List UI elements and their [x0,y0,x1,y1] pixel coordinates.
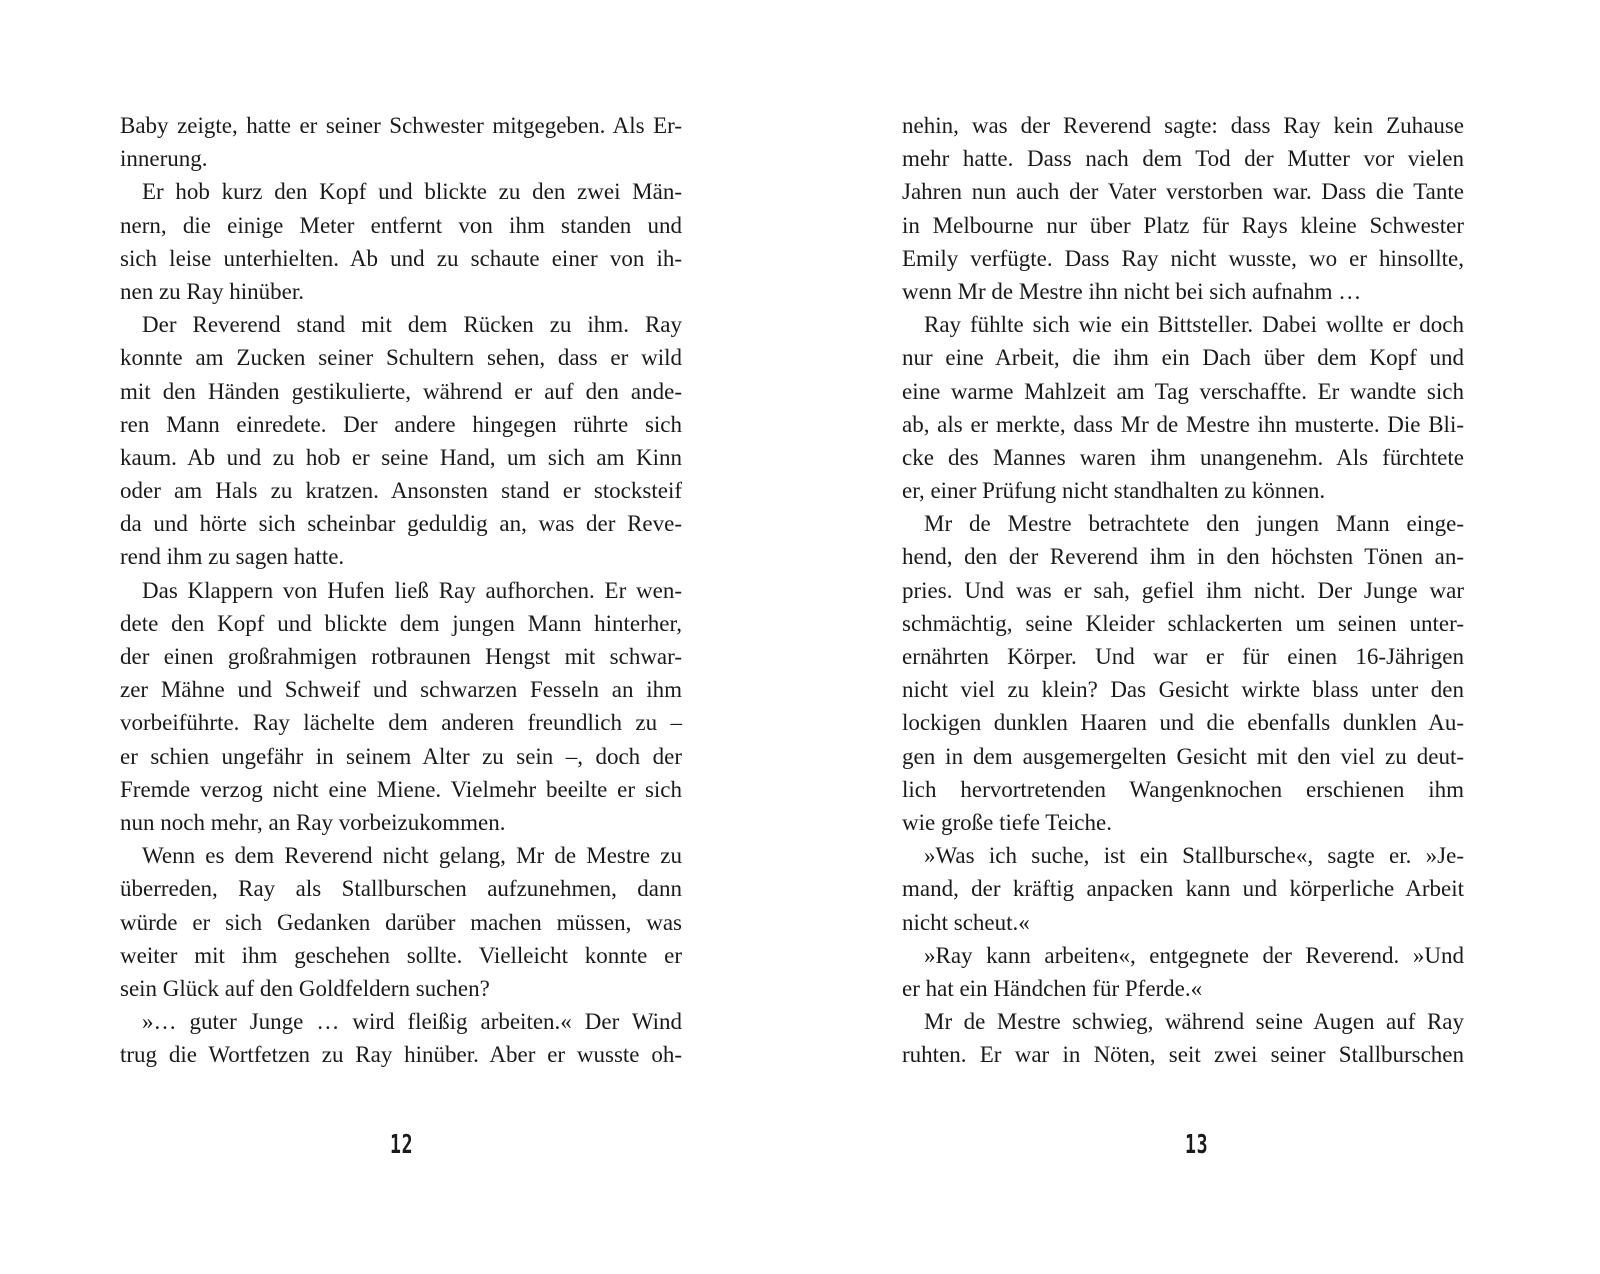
text-line: schmächtig, seine Kleider schlackerten um seinen unter- [902,610,1464,636]
text-line: der einen großrahmigen rotbraunen Hengst mit schwar- [120,644,682,669]
text-line: zer Mähne und Schweif und schwarzen Fesseln an ihm [120,677,682,703]
text-line: rend ihm zu sagen hatte. [120,544,345,570]
text-line: wenn Mr de Mestre ihn nicht bei sich aufnahm … [902,278,1362,304]
text-line: in Melbourne nur über Platz für Rays kleine Schwester [902,212,1464,238]
text-line: Emily verfügte. Dass Ray nicht wusste, wo er hinsollte, [902,245,1464,271]
text-line: lockigen dunklen Haaren und die ebenfalls dunklen Au- [902,710,1464,736]
text-line: nern, die einige Meter entfernt von ihm standen und [120,212,682,238]
text-line: er hat ein Händchen für Pferde.« [902,975,1203,1001]
text-line: »… guter Junge … wird fleißig arbeiten.« Der Wind [142,1009,682,1035]
text-line: innerung. [120,146,208,172]
page-number-right: 13 [1184,1130,1209,1160]
text-line: ren Mann einredete. Der andere hingegen rührte sich [120,411,682,437]
right-page [800,0,1600,1274]
text-line: Das Klappern von Hufen ließ Ray aufhorchen. Er wen- [142,577,682,603]
text-line: Baby zeigte, hatte er seiner Schwester mitgegeben. Als Er- [120,113,682,138]
text-line: nicht scheut.« [902,909,1030,935]
text-line: ab, als er merkte, dass Mr de Mestre ihn musterte. Die Bli- [902,411,1464,437]
text-line: gen in dem ausgemergelten Gesicht mit den viel zu deut- [902,743,1464,769]
text-line: nicht viel zu klein? Das Gesicht wirkte blass unter den [902,677,1464,703]
text-line: da und hörte sich scheinbar geduldig an, was der Reve- [120,511,682,537]
text-line: kaum. Ab und zu hob er seine Hand, um sich am Kinn [120,444,682,470]
text-line: Ray fühlte sich wie ein Bittsteller. Dabei wollte er doch [924,312,1464,338]
text-line: nehin, was der Reverend sagte: dass Ray kein Zuhause [902,113,1464,138]
text-line: würde er sich Gedanken darüber machen müssen, was [120,909,682,935]
text-line: Mr de Mestre betrachtete den jungen Mann einge- [924,511,1464,537]
text-line: mit den Händen gestikulierte, während er auf den ande- [120,378,682,404]
text-line: mehr hatte. Dass nach dem Tod der Mutter vor vielen [902,146,1464,172]
text-line: Mr de Mestre schwieg, während seine Augen auf Ray [924,1009,1464,1035]
page-number-left: 12 [389,1130,414,1160]
left-page-text [120,109,682,1071]
text-line: nen zu Ray hinüber. [120,278,304,304]
text-line: ernährten Körper. Und war er für einen 16-Jährigen [902,644,1464,669]
text-line: pries. Und was er sah, gefiel ihm nicht. Der Junge war [902,577,1464,603]
text-line: nur eine Arbeit, die ihm ein Dach über dem Kopf und [902,345,1464,371]
text-line: sein Glück auf den Goldfeldern suchen? [120,975,490,1001]
text-line: mand, der kräftig anpacken kann und körperliche Arbeit [902,876,1464,902]
text-line: ruhten. Er war in Nöten, seit zwei seiner Stallburschen [902,1042,1464,1068]
text-line: nun noch mehr, an Ray vorbeizukommen. [120,809,506,835]
text-line: »Was ich suche, ist ein Stallbursche«, sagte er. »Je- [924,843,1464,869]
text-line: er schien ungefähr in seinem Alter zu sein –, doch der [120,743,682,769]
text-line: vorbeiführte. Ray lächelte dem anderen freundlich zu – [120,710,682,736]
text-line: lich hervortretenden Wangenknochen erschienen ihm [902,776,1464,802]
text-line: oder am Hals zu kratzen. Ansonsten stand er stocksteif [120,478,682,504]
text-line: weiter mit ihm geschehen sollte. Vielleicht konnte er [120,942,682,968]
text-line: sich leise unterhielten. Ab und zu schaute einer von ih- [120,245,682,271]
text-line: konnte am Zucken seiner Schultern sehen, dass er wild [120,345,682,371]
text-line: Wenn es dem Reverend nicht gelang, Mr de Mestre zu [142,843,682,869]
text-line: Er hob kurz den Kopf und blickte zu den zwei Män- [142,179,682,205]
text-line: wie große tiefe Teiche. [902,809,1112,835]
text-line: eine warme Mahlzeit am Tag verschaffte. Er wandte sich [902,378,1464,404]
text-line: überreden, Ray als Stallburschen aufzunehmen, dann [120,876,682,902]
text-line: Jahren nun auch der Vater verstorben war. Dass die Tante [902,179,1464,205]
text-line: cke des Mannes waren ihm unangenehm. Als fürchtete [902,444,1464,470]
text-line: hend, den der Reverend ihm in den höchsten Tönen an- [902,544,1464,570]
text-line: »Ray kann arbeiten«, entgegnete der Reverend. »Und [924,942,1464,968]
text-line: Fremde verzog nicht eine Miene. Vielmehr beeilte er sich [120,776,682,802]
text-line: er, einer Prüfung nicht standhalten zu können. [902,478,1326,504]
text-line: trug die Wortfetzen zu Ray hinüber. Aber er wusste oh- [120,1042,682,1068]
right-page-text [902,109,1464,1071]
text-line: Der Reverend stand mit dem Rücken zu ihm. Ray [142,312,682,338]
text-line: dete den Kopf und blickte dem jungen Mann hinterher, [120,610,682,636]
